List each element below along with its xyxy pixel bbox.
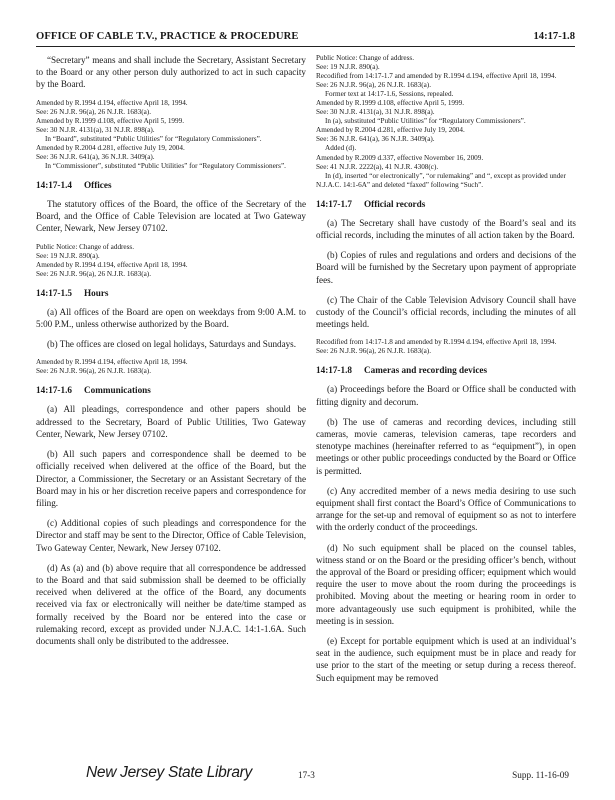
- secretary-definition: “Secretary” means and shall include the Secretary, Assistant Secretary to the Board or any other person duly authorized to act in such capacity by the Board.: [36, 55, 306, 90]
- history-note: In (a), substituted “Public Utilities” for “Regulatory Commissioners”.: [325, 117, 526, 126]
- history-note: Amended by R.2009 d.337, effective November 16, 2009.: [316, 153, 484, 162]
- section-heading-offices: [36, 179, 306, 191]
- history-note: Recodified from 14:17-1.7 and amended by R.1994 d.194, effective April 18, 1994.: [316, 72, 557, 81]
- history-note: See: 30 N.J.R. 4131(a), 31 N.J.R. 898(a).: [316, 108, 435, 117]
- section-heading-hours: [36, 287, 306, 299]
- page-footer: [0, 764, 615, 788]
- intro-history-notes: [36, 99, 306, 171]
- cameras-paragraph-c: (c) Any accredited member of a news media desiring to use such equipment shall first contact the Board’s Office of Communications to arrange for the set-up and removal of equipment so as not to interfere with the orderly conduct of the proceedings.: [316, 485, 576, 533]
- running-header: [36, 30, 575, 47]
- hours-paragraph-a: (a) All offices of the Board are open on weekdays from 9:00 A.M. to 5:00 P.M., unless otherwise authorized by the Board.: [36, 306, 306, 329]
- communications-paragraph-a: (a) All pleadings, correspondence and other papers should be addressed to the Secretary, Board of Public Utilities, Two Gateway Center, Newark, New Jersey 07102.: [36, 404, 306, 439]
- history-note: See: 26 N.J.R. 96(a), 26 N.J.R. 1683(a).: [316, 347, 431, 356]
- records-history-notes: [316, 338, 576, 356]
- cameras-paragraph-d: (d) No such equipment shall be placed on the counsel tables, witness stand or on the Board or the presiding officer’s bench, without the approval of the Board or presiding officer; equipment which would require the user to move about the room during the proceedings is prohibited. Moving about the meeting or hearing room in order to more advantageously use such equipment is prohibited, while the meeting is in session.: [316, 542, 576, 626]
- history-note: See: 26 N.J.R. 96(a), 26 N.J.R. 1683(a).: [316, 81, 431, 90]
- communications-paragraph-b: (b) All such papers and correspondence shall be deemed to be officially received when delivered at the office of the Board, but the Director, a Commissioner, the Secretary or an Assistant Secretary of the Board may in his or her discretion receive papers and correspondence for filing.: [36, 449, 306, 508]
- section-title: Cameras and recording devices: [363, 365, 488, 376]
- section-number: 14:17-1.7: [316, 198, 352, 209]
- communications-history-notes: [316, 54, 576, 190]
- history-note: Amended by R.2004 d.281, effective July 19, 2004.: [316, 126, 465, 135]
- section-heading-official-records: [316, 198, 576, 210]
- header-section-code: 14:17-1.8: [533, 31, 575, 42]
- library-watermark: New Jersey State Library: [86, 764, 252, 781]
- history-note: Amended by R.1999 d.108, effective April 5, 1999.: [316, 99, 464, 108]
- section-heading-communications: [36, 384, 306, 396]
- history-note: Public Notice: Change of address.: [36, 242, 135, 251]
- history-note: Amended by R.1994 d.194, effective April 18, 1994.: [36, 98, 188, 107]
- section-number: 14:17-1.5: [36, 287, 72, 298]
- header-title: OFFICE OF CABLE T.V., PRACTICE & PROCEDURE: [36, 31, 299, 42]
- records-paragraph-b: (b) Copies of rules and regulations and orders and decisions of the Board will be furnished by the Secretary upon payment of appropriate fees.: [316, 250, 576, 285]
- history-note: Recodified from 14:17-1.8 and amended by R.1994 d.194, effective April 18, 1994.: [316, 338, 557, 347]
- history-note: See: 26 N.J.R. 96(a), 26 N.J.R. 1683(a).: [36, 269, 151, 278]
- history-note: Amended by R.2004 d.281, effective July 19, 2004.: [36, 143, 185, 152]
- section-number: 14:17-1.4: [36, 179, 72, 190]
- cameras-paragraph-e: (e) Except for portable equipment which is used at an individual’s seat in the audience, such equipment must be in place and ready for use prior to the start of the meeting or setup during a recess thereof. Such equipment may be removed: [316, 636, 576, 683]
- history-note: See: 19 N.J.R. 890(a).: [36, 251, 100, 260]
- history-note: Amended by R.1994 d.194, effective April 18, 1994.: [36, 358, 188, 367]
- page-number: 17-3: [298, 770, 315, 780]
- hours-paragraph-b: (b) The offices are closed on legal holidays, Saturdays and Sundays.: [47, 339, 297, 350]
- history-note: In “Commissioner”, substituted “Public Utilities” for “Regulatory Commissioners”.: [45, 161, 286, 170]
- records-paragraph-a: (a) The Secretary shall have custody of the Board’s seal and its official records, including the minutes of all action taken by the Board.: [316, 217, 576, 240]
- history-note: Former text at 14:17-1.6, Sessions, repealed.: [325, 90, 454, 99]
- offices-paragraph: The statutory offices of the Board, the office of the Secretary of the Board, and the Office of Cable Television are located at Two Gateway Center, Newark, New Jersey 07102.: [36, 198, 306, 234]
- history-note: See: 30 N.J.R. 4131(a), 31 N.J.R. 898(a).: [36, 125, 155, 134]
- section-number: 14:17-1.6: [36, 385, 72, 396]
- left-column: [36, 54, 306, 655]
- history-note: See: 19 N.J.R. 890(a).: [316, 63, 380, 72]
- history-note: See: 36 N.J.R. 641(a), 36 N.J.R. 3409(a).: [316, 135, 435, 144]
- records-paragraph-c: (c) The Chair of the Cable Television Advisory Council shall have custody of the Council’s official records, including the minutes of all meetings held.: [316, 294, 576, 330]
- right-column: [316, 54, 576, 692]
- history-note: See: 26 N.J.R. 96(a), 26 N.J.R. 1683(a).: [36, 107, 151, 116]
- offices-history-notes: [36, 243, 306, 279]
- history-note: In (d), inserted “or electronically”, “or rulemaking” and “, except as provided under N.J.A.C. 14:1-6A” and deleted “faxed” following “Such”.: [316, 171, 566, 189]
- history-note: In “Board”, substituted “Public Utilities” for “Regulatory Commissioners”.: [45, 134, 262, 143]
- history-note: Amended by R.1994 d.194, effective April 18, 1994.: [36, 260, 188, 269]
- hours-history-notes: [36, 358, 306, 376]
- section-number: 14:17-1.8: [316, 365, 352, 376]
- section-heading-cameras: [316, 364, 576, 376]
- communications-paragraph-d: (d) As (a) and (b) above require that all correspondence be addressed to the Board and that said submission shall be deemed to be officially received when delivered at the office of the Board, any documents received via fax or electronically will neither be date/time stamped as formally received by the Board nor be entered into the case or rulemaking record, except as provided under N.J.A.C. 14:1-1.6A. Such documents shall only be distributed to the addressee.: [36, 562, 306, 646]
- history-note: Public Notice: Change of address.: [316, 54, 415, 62]
- cameras-paragraph-a: (a) Proceedings before the Board or Office shall be conducted with fitting dignity and decorum.: [316, 384, 576, 407]
- section-title: Communications: [83, 385, 151, 396]
- supplement-date: Supp. 11-16-09: [512, 770, 569, 780]
- history-note: See: 41 N.J.R. 2222(a), 41 N.J.R. 4308(c).: [316, 162, 439, 171]
- history-note: Amended by R.1999 d.108, effective April 5, 1999.: [36, 116, 184, 125]
- communications-paragraph-c: (c) Additional copies of such pleadings and correspondence for the Director and staff may be sent to the Director, Office of Cable Television, Two Gateway Center, Newark, New Jersey 07102.: [36, 518, 306, 553]
- section-title: Hours: [83, 287, 109, 298]
- history-note: See: 36 N.J.R. 641(a), 36 N.J.R. 3409(a).: [36, 152, 155, 161]
- section-title: Official records: [363, 198, 426, 209]
- history-note: Added (d).: [325, 144, 357, 153]
- cameras-paragraph-b: (b) The use of cameras and recording devices, including still cameras, movie cameras, television cameras, tape recorders and stenotype machines (hereinafter referred to as “equipment”), in open meetings or other public proceedings conducted by the Board or Office is permitted.: [316, 416, 576, 476]
- history-note: See: 26 N.J.R. 96(a), 26 N.J.R. 1683(a).: [36, 367, 151, 376]
- section-title: Offices: [83, 179, 112, 190]
